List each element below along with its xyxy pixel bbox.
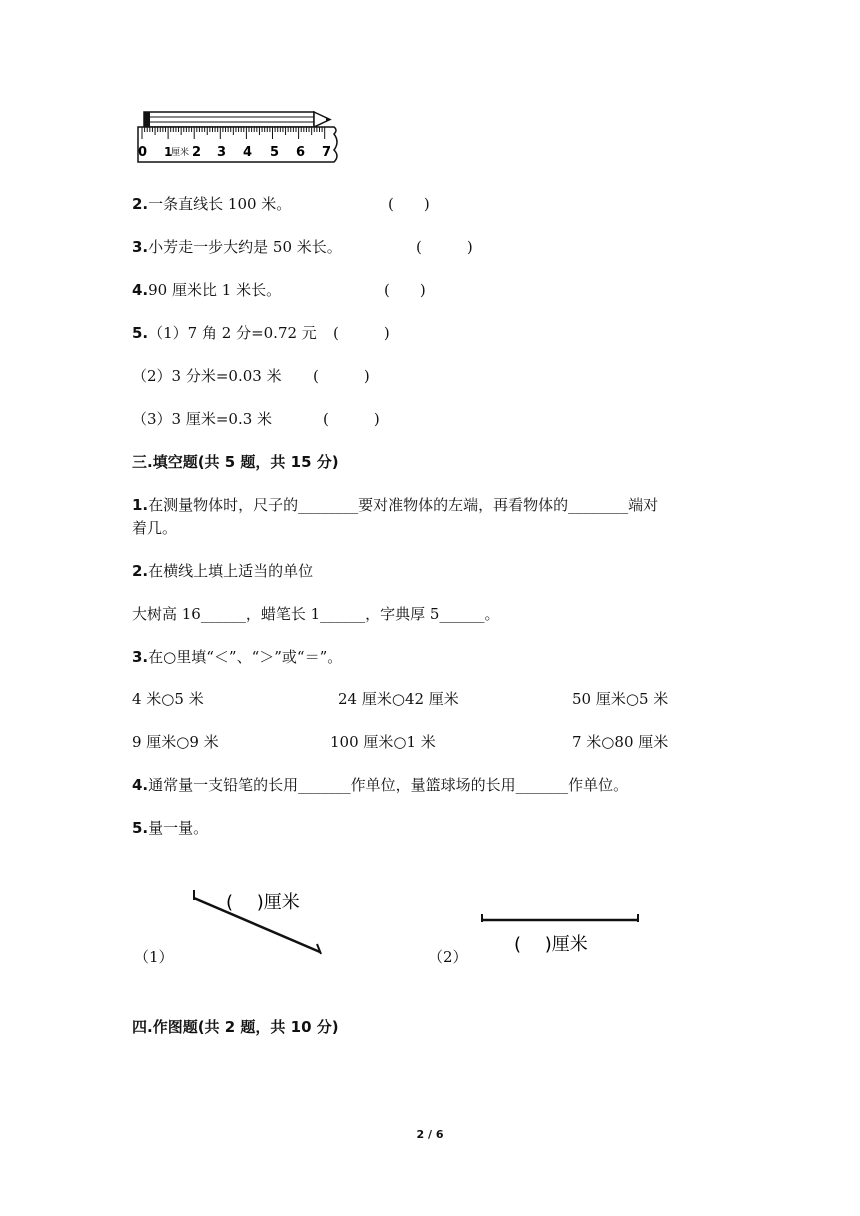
judge-num: 5. [132, 324, 149, 342]
fill-q3-text: 在○里填“＜”、“＞”或“＝”。 [148, 648, 343, 666]
fig2-answer: ( )厘米 [514, 934, 588, 955]
fill-q4-num: 4. [132, 776, 149, 794]
judge-item-3 [132, 236, 342, 257]
ruler-label-7: 7 [322, 145, 332, 160]
ruler-label-0: 0 [138, 145, 148, 160]
fill-q3 [132, 646, 342, 667]
fill-q1-line1: 在测量物体时，尺子的________要对准物体的左端，再看物体的________端对 [148, 496, 659, 514]
page-number: 2 / 6 [416, 1128, 444, 1141]
fill-q1-num: 1. [132, 496, 149, 514]
fill-q1-line2: 着几。 [132, 519, 178, 537]
fill-q4-text: 通常量一支铅笔的长用_______作单位，量篮球场的长用_______作单位。 [148, 776, 629, 794]
ruler-label-4: 4 [243, 145, 253, 160]
pencil-icon [144, 112, 330, 127]
judge-answer-5-3[interactable]: ( ) [323, 410, 380, 428]
fill-q4[interactable] [132, 774, 628, 795]
fig1-label: （1） [134, 948, 174, 966]
compare-2-1[interactable]: 9 厘米○9 米 [132, 733, 219, 751]
fill-q5-text: 量一量。 [148, 819, 209, 837]
ruler-label-5: 5 [270, 145, 280, 160]
judge-answer-4[interactable]: ( ) [384, 281, 426, 299]
fill-q2 [132, 560, 313, 581]
judge-num: 2. [132, 195, 149, 213]
ruler-label-unit: 厘米 [171, 148, 190, 158]
fill-q2-sub[interactable]: 大树高 16______，蜡笔长 1______，字典厚 5______。 [132, 605, 500, 623]
judge-answer-3[interactable]: ( ) [416, 238, 473, 256]
judge-text: 小芳走一步大约是 50 米长。 [148, 238, 342, 256]
compare-1-1[interactable]: 4 米○5 米 [132, 690, 204, 708]
judge-item-2 [132, 193, 291, 214]
judge-answer-5-2[interactable]: ( ) [313, 367, 370, 385]
fill-q5-num: 5. [132, 819, 149, 837]
judge-text: （1）7 角 2 分=0.72 元 [148, 324, 317, 342]
judge-text: 一条直线长 100 米。 [148, 195, 292, 213]
judge-answer-2[interactable]: ( ) [388, 195, 430, 213]
ruler-label-6: 6 [296, 145, 306, 160]
judge-text: 90 厘米比 1 米长。 [148, 281, 282, 299]
ruler-pencil-figure [134, 104, 346, 166]
section4-title: 四.作图题(共 2 题，共 10 分) [132, 1018, 339, 1036]
measure-figure-2 [476, 910, 646, 960]
ruler-label-3: 3 [217, 145, 227, 160]
judge-item-5-2: （2）3 分米=0.03 米 [132, 367, 282, 385]
judge-num: 4. [132, 281, 149, 299]
judge-answer-5-1[interactable]: ( ) [333, 324, 390, 342]
judge-num: 3. [132, 238, 149, 256]
section3-title: 三.填空题(共 5 题，共 15 分) [132, 453, 339, 471]
judge-item-5-3: （3）3 厘米=0.3 米 [132, 410, 273, 428]
fig1-answer: ( )厘米 [226, 892, 300, 913]
fig2-label: （2） [428, 948, 468, 966]
judge-item-5 [132, 322, 317, 343]
fill-q1 [132, 494, 658, 538]
compare-1-2[interactable]: 24 厘米○42 厘米 [338, 690, 459, 708]
fill-q5 [132, 817, 208, 838]
compare-1-3[interactable]: 50 厘米○5 米 [572, 690, 669, 708]
fill-q2-num: 2. [132, 562, 149, 580]
compare-2-2[interactable]: 100 厘米○1 米 [330, 733, 436, 751]
fill-q3-num: 3. [132, 648, 149, 666]
compare-2-3[interactable]: 7 米○80 厘米 [572, 733, 669, 751]
judge-item-4 [132, 279, 281, 300]
ruler-label-1: 1 [164, 145, 173, 159]
ruler-label-2: 2 [192, 145, 202, 160]
measure-figure-1 [186, 884, 336, 960]
fill-q2-text: 在横线上填上适当的单位 [148, 562, 314, 580]
